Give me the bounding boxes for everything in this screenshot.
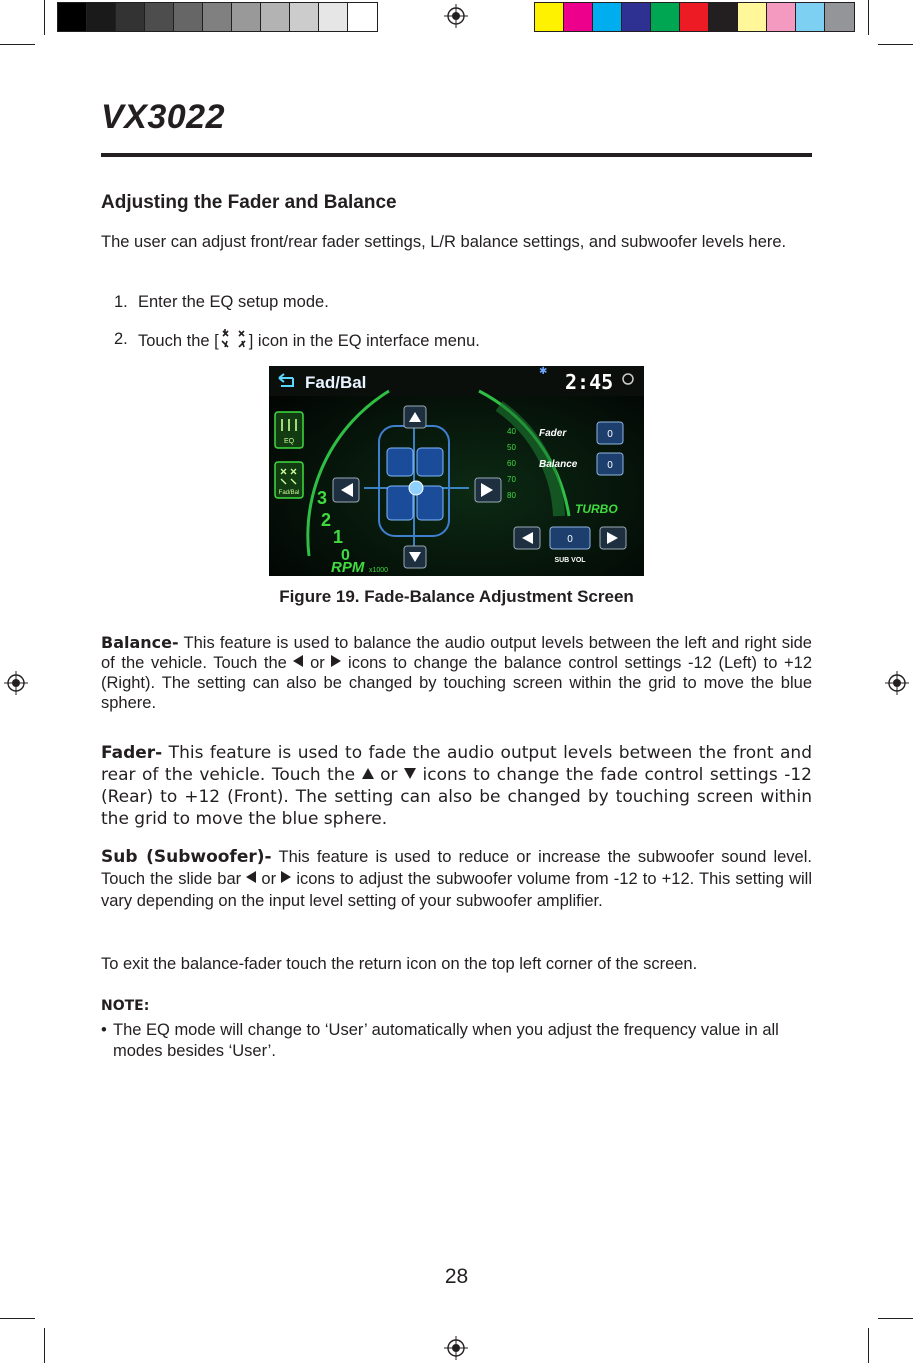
process-swatch	[680, 3, 709, 31]
fader-value: 0	[607, 429, 613, 440]
note-label: NOTE:	[101, 998, 150, 1014]
registration-mark-icon	[4, 671, 28, 695]
grey-swatch	[116, 3, 145, 31]
process-swatch	[622, 3, 651, 31]
grey-swatch	[319, 3, 348, 31]
gauge-number: 70	[507, 475, 516, 484]
crop-mark	[0, 1318, 35, 1319]
process-swatch	[709, 3, 738, 31]
crop-mark	[44, 1328, 45, 1363]
gauge-number: 60	[507, 459, 516, 468]
exit-paragraph: To exit the balance-fader touch the return icon on the top left corner of the screen.	[101, 955, 698, 973]
gauge-number: 80	[507, 491, 516, 500]
grey-swatch	[58, 3, 87, 31]
left-arrow-icon	[246, 871, 256, 883]
fadbal-button-label: Fad/Bal	[278, 490, 300, 496]
crop-mark	[44, 0, 45, 35]
step-2	[0, 329, 913, 349]
intro-paragraph: The user can adjust front/rear fader settings, L/R balance settings, and subwoofer levels here.	[101, 233, 787, 251]
screen-title: Fad/Bal	[305, 373, 367, 392]
process-swatch	[564, 3, 593, 31]
process-color-bar	[534, 2, 855, 32]
gauge-number: 1	[333, 527, 344, 547]
fader-label: Fader	[539, 428, 567, 439]
process-swatch	[651, 3, 680, 31]
crop-mark	[868, 0, 869, 35]
crop-mark	[878, 44, 913, 45]
bullet: •	[101, 1021, 107, 1039]
fader-paragraph: Fader- This feature is used to fade the audio output levels between the front and rear of the vehicle. Touch the or icons to change the fade control settings -12 (Rear) to +12 (Front). The setting can also be changed by touching screen within the grid to move the blue sphere.	[101, 743, 812, 829]
grey-swatch	[203, 3, 232, 31]
process-swatch	[738, 3, 767, 31]
registration-mark-icon	[885, 671, 909, 695]
step-text: Enter the EQ setup mode.	[138, 293, 329, 311]
eq-button-label: EQ	[283, 438, 295, 445]
grey-swatch	[145, 3, 174, 31]
crop-mark	[0, 44, 35, 45]
grey-swatch	[232, 3, 261, 31]
grey-color-bar	[57, 2, 378, 32]
sub-paragraph: Sub (Subwoofer)- This feature is used to reduce or increase the subwoofer sound level. Touch the slide bar or icons to adjust the subwoofer volume from -12 to +12. This setting will vary depending on the input level setting of your subwoofer amplifier.	[101, 847, 812, 910]
balance-term: Balance-	[101, 633, 179, 652]
turbo-label: TURBO	[575, 502, 618, 516]
step-number: 2.	[114, 330, 128, 348]
balance-paragraph: Balance- This feature is used to balance the audio output levels between the left and right side of the vehicle. Touch the or icons to change the balance control settings -12 (Left) to +12 (Right). The setting can also be changed by touching screen within the grid to move the blue sphere.	[101, 633, 812, 712]
fader-balance-icon	[219, 329, 249, 349]
gauge-number: 40	[507, 427, 516, 436]
rpm-multiplier: x1000	[369, 567, 389, 574]
gauge-number: 50	[507, 443, 516, 452]
subvol-value: 0	[567, 534, 573, 545]
registration-mark-icon	[444, 1336, 468, 1360]
process-swatch	[593, 3, 622, 31]
grey-swatch	[174, 3, 203, 31]
balance-label: Balance	[539, 459, 578, 470]
process-swatch	[825, 3, 854, 31]
crop-mark	[868, 1328, 869, 1363]
note-item	[101, 1020, 823, 1062]
down-arrow-icon	[404, 768, 416, 779]
right-arrow-icon	[331, 655, 341, 667]
step-1	[0, 292, 913, 312]
gauge-number: 0	[341, 547, 350, 564]
process-swatch	[796, 3, 825, 31]
grey-swatch	[348, 3, 377, 31]
screen-clock: 2:45	[565, 370, 614, 394]
bluetooth-icon: ✱	[539, 366, 548, 377]
registration-mark-icon	[444, 4, 468, 28]
gauge-number: 2	[321, 510, 332, 530]
process-swatch	[767, 3, 796, 31]
fader-term: Fader-	[101, 743, 163, 763]
up-arrow-icon	[362, 768, 374, 779]
note-text: The EQ mode will change to ‘User’ automatically when you adjust the frequency value in all modes besides ‘User’.	[113, 1021, 779, 1060]
page-number: 28	[444, 1265, 469, 1288]
process-swatch	[535, 3, 564, 31]
crop-mark	[878, 1318, 913, 1319]
subvol-label: SUB VOL	[554, 557, 586, 564]
left-arrow-icon	[293, 655, 303, 667]
sub-term: Sub (Subwoofer)-	[101, 847, 272, 867]
gauge-number: 3	[317, 488, 328, 508]
header-rule	[101, 153, 812, 157]
step-text: Touch the [ ] icon in the EQ interface menu.	[138, 329, 480, 351]
blue-sphere[interactable]	[409, 481, 423, 495]
right-arrow-icon	[281, 871, 291, 883]
figure-caption: Figure 19. Fade-Balance Adjustment Screen	[279, 587, 634, 606]
step-number: 1.	[114, 293, 128, 311]
grey-swatch	[87, 3, 116, 31]
grey-swatch	[290, 3, 319, 31]
model-title: VX3022	[101, 98, 225, 136]
rpm-label: RPM	[331, 559, 365, 576]
fade-balance-screenshot	[269, 366, 644, 576]
grey-swatch	[261, 3, 290, 31]
balance-value: 0	[607, 460, 613, 471]
section-heading: Adjusting the Fader and Balance	[101, 192, 397, 213]
